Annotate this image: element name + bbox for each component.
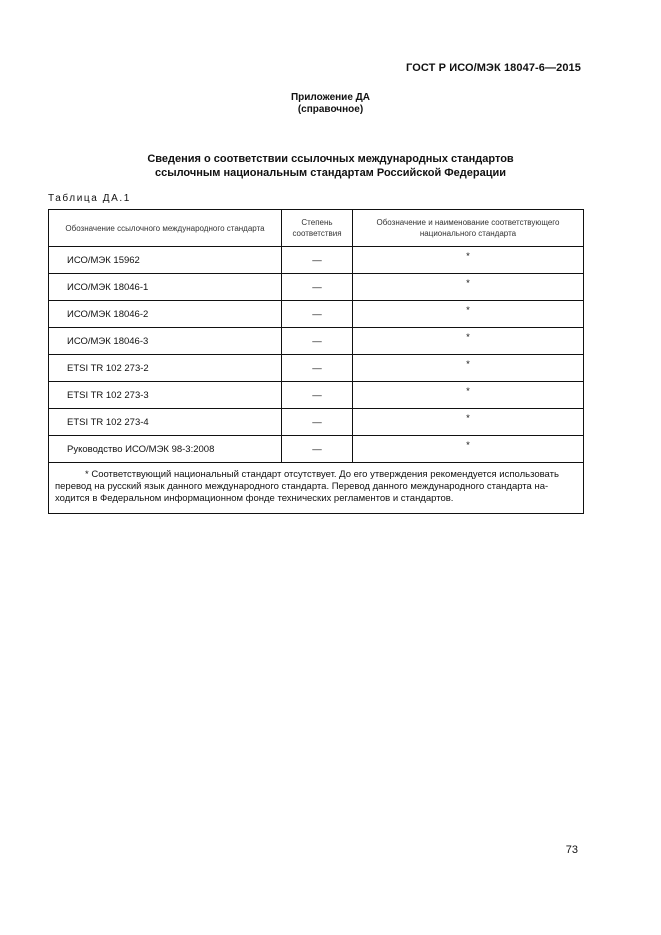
cell-degree: —: [282, 409, 353, 436]
cell-degree: —: [282, 328, 353, 355]
cell-designation: ИСО/МЭК 18046-2: [49, 301, 282, 328]
cell-degree: —: [282, 436, 353, 463]
cell-national: *: [353, 436, 584, 463]
header-degree-of-conformity: Степень соответствия: [282, 210, 353, 247]
appendix-subtitle: (справочное): [297, 104, 364, 115]
cell-national: *: [353, 301, 584, 328]
cell-national: *: [353, 328, 584, 355]
page-number: 73: [565, 844, 578, 856]
header-international-standard: Обозначение ссылочного международного стандарта: [49, 210, 282, 247]
table-row: [49, 409, 584, 436]
document-standard-code: ГОСТ Р ИСО/МЭК 18047-6—2015: [406, 62, 581, 74]
cell-designation: ETSI TR 102 273-2: [49, 355, 282, 382]
header-national-standard: Обозначение и наименование соответствующего национального стандарта: [353, 210, 584, 247]
table-row: [49, 274, 584, 301]
cell-national: *: [353, 247, 584, 274]
table-footnote: [49, 463, 584, 514]
cell-national: *: [353, 409, 584, 436]
section-title-line-2: ссылочным национальным стандартам Российской Федерации: [154, 167, 507, 179]
table-row: [49, 301, 584, 328]
cell-designation: ETSI TR 102 273-4: [49, 409, 282, 436]
table-row: [49, 436, 584, 463]
cell-degree: —: [282, 355, 353, 382]
cell-designation: Руководство ИСО/МЭК 98-3:2008: [49, 436, 282, 463]
footnote-line-1: * Соответствующий национальный стандарт отсутствует. До его утверждения рекомендуется использовать: [85, 469, 559, 480]
section-title-line-1: Сведения о соответствии ссылочных международных стандартов: [147, 153, 514, 165]
cell-degree: —: [282, 301, 353, 328]
cell-national: *: [353, 355, 584, 382]
cell-degree: —: [282, 382, 353, 409]
section-title: [0, 152, 661, 180]
cell-designation: ИСО/МЭК 18046-1: [49, 274, 282, 301]
appendix-heading: [0, 92, 661, 116]
table-row: [49, 328, 584, 355]
table-footnote-row: [49, 463, 584, 514]
footnote-line-2: перевод на русский язык данного международного стандарта. Перевод данного международного стандарта на-: [55, 481, 549, 492]
table-row: [49, 382, 584, 409]
table-row: [49, 247, 584, 274]
cell-designation: ИСО/МЭК 18046-3: [49, 328, 282, 355]
table-caption: Таблица ДА.1: [48, 193, 131, 204]
cell-degree: —: [282, 274, 353, 301]
cell-national: *: [353, 274, 584, 301]
table-header-row: [49, 210, 584, 247]
table-row: [49, 355, 584, 382]
cell-national: *: [353, 382, 584, 409]
footnote-line-3: ходится в Федеральном информационном фонде технических регламентов и стандартов.: [55, 493, 454, 504]
appendix-title: Приложение ДА: [290, 92, 371, 103]
references-table: [48, 209, 584, 514]
cell-designation: ИСО/МЭК 15962: [49, 247, 282, 274]
cell-designation: ETSI TR 102 273-3: [49, 382, 282, 409]
cell-degree: —: [282, 247, 353, 274]
